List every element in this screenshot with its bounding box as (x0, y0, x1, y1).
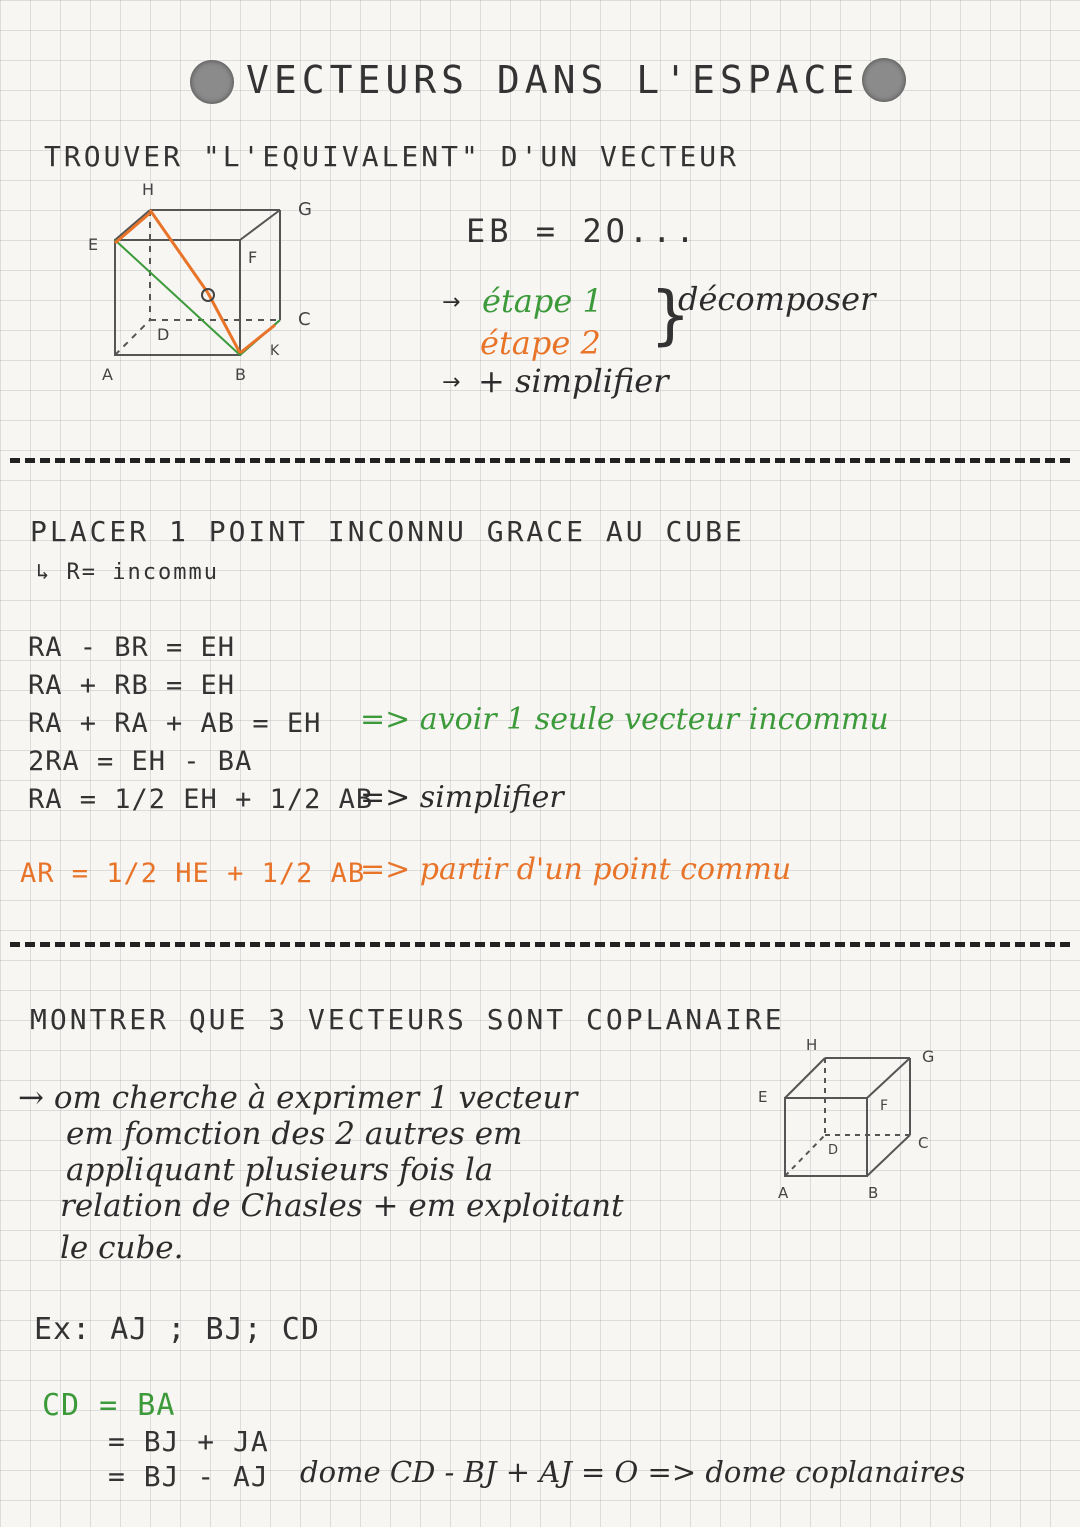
divider-2 (10, 942, 1070, 947)
calc-line-2: RA + RB = EH (28, 670, 236, 701)
cube1-label-G: G (298, 199, 312, 220)
coplanar-calc-1 (42, 1388, 175, 1423)
cube-diagram-2 (750, 1030, 960, 1210)
cube2-label-F: F (880, 1098, 889, 1114)
note-line-5: => simplifier (360, 780, 564, 815)
section3-text-5: le cube. (60, 1230, 184, 1266)
simplify-label: + simplifier (478, 362, 669, 400)
cube2-label-D: D (828, 1143, 839, 1158)
calc-line-3: RA + RA + AB = EH (28, 708, 322, 739)
coplanar-conclusion: dome CD - BJ + AJ = O => dome coplanaires (300, 1455, 966, 1489)
calc-line-4: 2RA = EH - BA (28, 746, 253, 777)
arrow-icon: → (442, 290, 461, 315)
cube2-label-H: H (806, 1036, 818, 1054)
cube2-label-B: B (868, 1184, 879, 1202)
cube1-label-C: C (298, 309, 311, 330)
section3-heading: MONTRER QUE 3 VECTEURS SONT COPLANAIRE (30, 1003, 785, 1036)
section3-text-4: relation de Chasles + em exploitant (60, 1188, 624, 1224)
section3-text-3: appliquant plusieurs fois la (66, 1152, 494, 1188)
cube2-label-C: C (918, 1134, 929, 1152)
example-line: Ex: AJ ; BJ; CD (34, 1312, 320, 1347)
cube1-label-B: B (235, 365, 246, 384)
note-line-3: => avoir 1 seule vecteur incommu (360, 702, 889, 737)
section3-text-2: em fomction des 2 autres em (66, 1116, 523, 1152)
section1-equation (466, 212, 699, 250)
cube-diagram-1 (80, 175, 340, 390)
note-line-6: => partir d'un point commu (360, 852, 792, 887)
coplanar-calc-1-text: CD = BA (42, 1388, 176, 1423)
section1-heading: TROUVER "L'EQUIVALENT" D'UN VECTEUR (44, 140, 740, 173)
calc-line-5: RA = 1/2 EH + 1/2 AB (28, 784, 374, 815)
step2-label: étape 2 (480, 324, 601, 362)
cube2-label-G: G (922, 1047, 935, 1066)
section3-text-1: → om cherche à exprimer 1 vecteur (18, 1080, 578, 1116)
arrow-icon-2: → (442, 370, 461, 395)
cube1-label-D: D (157, 325, 170, 344)
punch-hole-right (862, 58, 906, 102)
cube1-label-A: A (102, 365, 113, 384)
cube1-label-K: K (270, 343, 280, 359)
step1-label: étape 1 (482, 282, 603, 320)
calc-line-6: AR = 1/2 HE + 1/2 AB (20, 858, 366, 889)
cube1-label-H: H (142, 180, 155, 199)
cube2-label-A: A (778, 1184, 789, 1202)
cube1-label-E: E (88, 235, 99, 254)
punch-hole-left (190, 60, 234, 104)
calc-line-1: RA - BR = EH (28, 632, 236, 663)
section2-heading: PLACER 1 POINT INCONNU GRACE AU CUBE (30, 515, 745, 548)
divider-1 (10, 458, 1070, 463)
section2-sub: ↳ R= incommu (36, 560, 219, 585)
page-title: VECTEURS DANS L'ESPACE (246, 58, 860, 102)
section1-equation-text: EB = 2O... (466, 212, 699, 250)
brace-icon: } (650, 279, 691, 353)
decomposer-label: décomposer (678, 280, 876, 318)
coplanar-calc-2: = BJ + JA (108, 1425, 269, 1458)
coplanar-calc-3: = BJ - AJ (108, 1460, 269, 1493)
cube2-label-E: E (758, 1088, 768, 1106)
cube1-label-F: F (248, 248, 258, 267)
